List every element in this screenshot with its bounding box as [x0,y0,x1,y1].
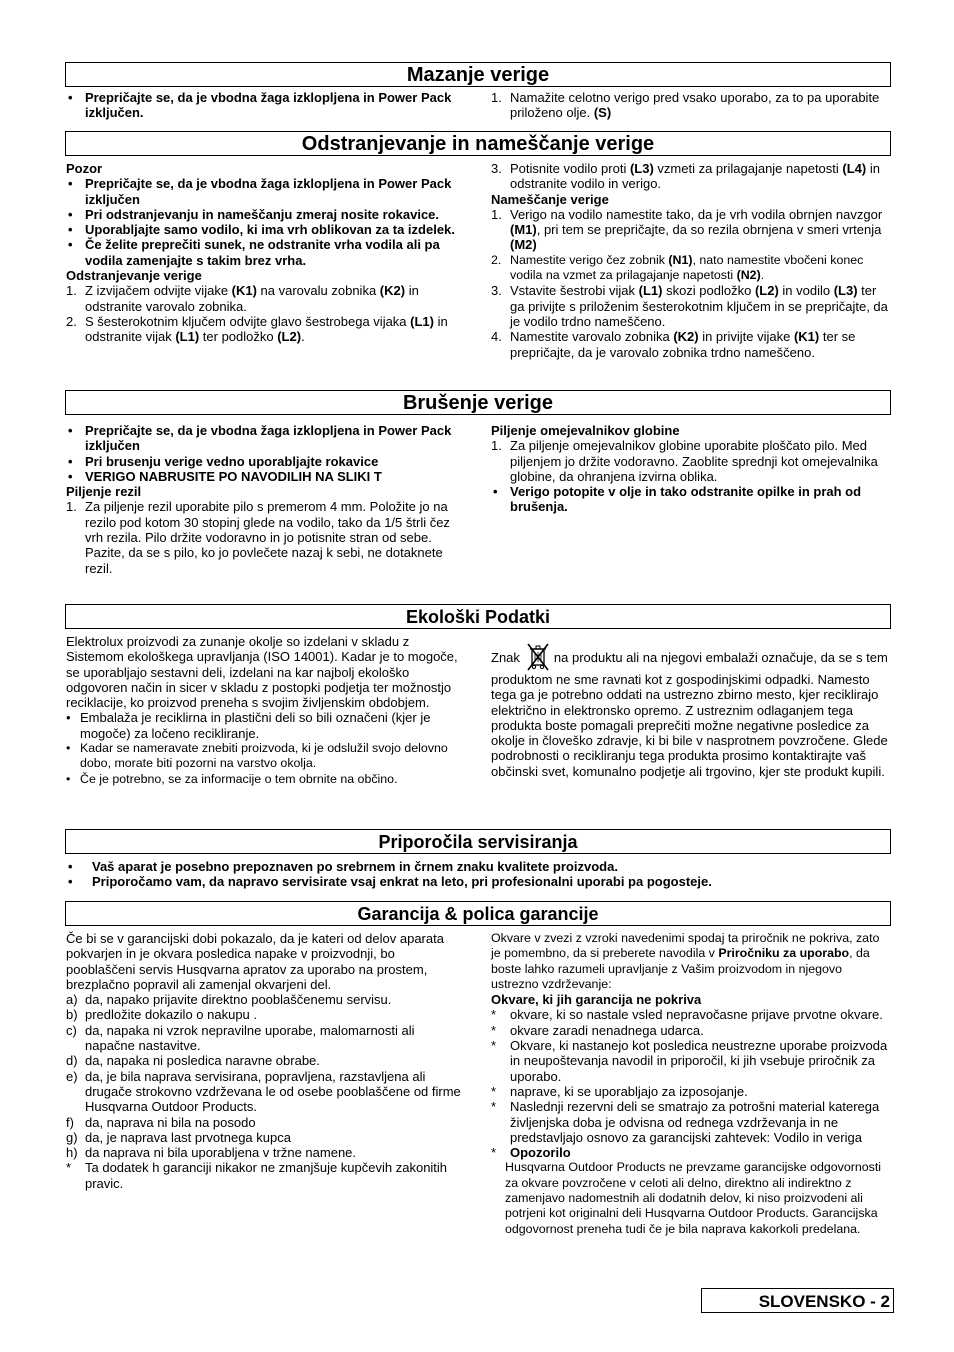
list-item: da naprava ni bila uporabljena v tržne namene. [85,1145,357,1161]
bullet-text: Če je potrebno, se za informacije o tem obrnite na občino. [80,771,398,786]
sharpening-left: • Prepričajte se, da je vbodna žaga izklopljena in Power Pack izključen • Pri brusenju verige vedno uporabljajte rokavice • VERIGO NABRUSITE PO NAVODILIH NA SLIKI T Piljenje rezil 1. Za piljenje rezil uporabite pilo s premerom 4 mm. Položite jo na rezilo pod kotom 30 stopinj glede na vodilo, tako da 1/5 štrli čez vrh rezila. Pilo držite vodoravno in jo potisnite stran od sebe. Pazite, da se s pilo, ko jo povlečete nazaj k sebi, ne dotaknete rezil. [66,423,466,576]
warning-text: Uporabljajte samo vodilo, ki ima vrh oblikovan za ta izdelek. [85,222,455,238]
list-item: da, je naprava last prvotnega kupca [85,1129,291,1145]
section-title-ecology: Ekološki Podatki [65,604,891,629]
list-item: 3. Vstavite šestrobi vijak (L1) skozi podložko (L2) in vodilo (L3) ter ga privijte s priloženim šesterokotnim ključem in se prepričajte, da je vodilo trdno nameščeno. [491,283,888,329]
list-item: predložite dokazilo o nakupu . [85,1007,258,1023]
ecology-right: Znak na produktu ali na njegovi embalaži označuje, da se s tem produktom ne sme ravnati kot z gospodinjskimi odpadki. Namesto tega ga je potrebno oddati na ustrezno zbirno mesto, kjer reciklirajo električno in elektronsko opremo. Z ustreznim odlaganjem tega produkta boste pomagali preprečiti možne negativne posledice za okolje in človeško zdravje, ki bi bile v nasprotnem povzročene. Glede podrobnosti o recikliranju tega produkta prosimo kontaktirajte vaš občinski svet, komunalno podjetje ali trgovino, kjer ste produkt kupili. [491,634,891,779]
list-item: 3. Potisnite vodilo proti (L3) vzmeti za prilagajanje napetosti (L4) in odstranite vodilo in verigo. [491,161,880,192]
mount-heading: Nameščanje verige [491,191,609,207]
file-text: Za piljenje rezil uporabite pilo s premerom 4 mm. Položite jo na rezilo pod kotom 30 stopinj glede na vodilo, tako da 1/5 štrli čez vrh rezila. Pilo držite vodoravno in jo potisnite stran od sebe. Pazite, da se s pilo, ko jo povlečete nazaj k sebi, ne dotaknete rezil. [85,499,450,576]
list-item: Naslednji rezervni deli se smatrajo za potrošni material katerega življenjska doba je odvisna od rednega vzdrževanja in ne predstavljajo osnovo za garancijski zahtevek: Vodilo in veriga [510,1099,880,1145]
warranty-left: Če bi se v garancijski dobi pokazalo, da je kateri od delov aparata pokvarjen in je okvara posledica napake v proizvodnji, bo pooblaščeni servis Husqvarna apratov za uporabo na prostem, brezplačno popravil ali zamenjal okvarjeni del. a) da, napako prijavite direktno pooblaščenemu servisu. b) predložite dokazilo o nakupu . c) da, napaka ni vzrok nepravilne uporabe, malomarnosti ali napačne nastavitve. d) da, napaka ni posledica naravne obrabe. e) da, je bila naprava servisirana, popravljena, razstavljena ali drugače strokovno vzdrževana le od osebe pooblaščene od firme Husqvarna Outdoor Products. f) da, naprava ni bila na posodo g) da, je naprava last prvotnega kupca h) da naprava ni bila uporabljena v tržne namene. * Ta dodatek h garanciji nikakor ne zmanjšuje kupčevih zakonitih pravic. [66,931,466,1191]
warning-heading: Opozorilo [510,1145,571,1161]
weee-text: na produktu ali na njegovi embalaži označuje, da se s tem produktom ne sme ravnati kot z gospodinjskimi odpadki. Namesto tega ga je potrebno oddati na ustrezno zbirno mesto, kjer reciklirajo električno in elektronsko opremo. Z ustreznim odlaganjem tega produkta boste pomagali preprečiti možne negativne posledice za okolje in človeško zdravje, ki bi bile v nasprotnem povzročene. Glede podrobnosti o recikliranju tega produkta prosimo kontaktirajte vaš občinski svet, komunalno podjetje ali trgovino, kjer ste produkt kupili. [491,650,888,779]
bullet-text: Embalaža je reciklirna in plastični deli so bili označeni (kjer je mogoče) za ločeno recikliranje. [80,710,431,741]
list-item: da, je bila naprava servisirana, popravljena, razstavljena ali drugače strokovno vzdrževana le od osebe pooblaščene od firme Husqvarna Outdoor Products. [85,1068,461,1115]
list-item: okvare, ki so nastale vsled nepravočasne prijave prvotne okvare. [510,1007,883,1023]
sharpening-right: Piljenje omejevalnikov globine 1. Za piljenje omejevalnikov globine uporabite ploščato pilo. Med piljenjem jo držite vodoravno. Zaoblite sprednji kot omejevalnika globine, da ohranjena izvirna oblika. • Verigo potopite v olje in tako odstranite opilke in prah od brušenja. [491,423,891,515]
depth-text: Za piljenje omejevalnikov globine uporabite ploščato pilo. Med piljenjem jo držite vodoravno. Zaoblite sprednji kot omejevalnika globine, da ohranjena izvirna oblika. [510,438,878,484]
list-item: naprave, ki se uporabljajo za izposojanje. [510,1083,748,1099]
list-item: 2. S šesterokotnim ključem odvijte glavo šestrobega vijaka (L1) in odstranite vijak (L1) ter podložko (L2). [66,313,448,345]
page-footer: SLOVENSKO - 2 [701,1288,894,1313]
list-item: 2. Namestite verigo čez zobnik (N1), nato namestite vbočeni konec vodila na vzmet za prilagajanje napetosti (N2). [491,252,864,283]
file-heading: Piljenje rezil [66,484,142,500]
bullet-text: Priporočamo vam, da napravo servisirate vsaj enkrat na leto, pri profesionalni uporabi pa pogosteje. [92,874,712,890]
bullet-text: Kadar se nameravate znebiti proizvoda, ki je odslužil svojo delovno dobo, morate biti pozorni na varstvo okolja. [80,741,448,771]
warranty-right: Okvare v zvezi z vzroki navedenimi spodaj ta priročnik ne pokriva, zato je pomembno, da si preberete navodila v Priročniku za uporabo, da boste lahko razumeli upravljanje z Vašim proizvodom in njegovo ustrezno vzdrževanje: Okvare, ki jih garancija ne pokriva * okvare, ki so nastale vsled nepravočasne prijave prvotne okvare. * okvare zaradi nenadnega udarca. * Okvare, ki nastanejo kot posledica neustrezne uporabe proizvoda in neupoštevanja navodil in priporočil, ki jih vsebuje priročnik za uporabo. * naprave, ki se uporabljajo za izposojanje. * Naslednji rezervni deli se smatrajo za potrošni material katerega življenjska doba je odvisna od rednega vzdrževanja in ne predstavljajo osnovo za garancijski zahtevek: Vodilo in veriga * Opozorilo Husqvarna Outdoor Products ne prevzame garancijske odgovornosti za okvare povzročene v celoti ali delno, direktno ali indirektno z zamenjavo nadomestnih ali dodatnih delov, ki niso proizvodeni ali potrjeni kot originalni deli Husqvarna Outdoor Products. Garancijska odgovornost preneha tudi če je bila naprava kakorkoli predelana. [491,931,891,1237]
section-title-chain-removal: Odstranjevanje in nameščanje verige [65,131,891,156]
warning-text: Če želite preprečiti sunek, ne odstranite vrha vodila ali pa vodila zamenjajte s takim brez vrha. [85,237,440,268]
section-title-sharpening: Brušenje verige [65,390,891,415]
section-title-service: Priporočila servisiranja [65,829,891,854]
list-item: 1. Verigo na vodilo namestite tako, da je vrh vodila obrnjen navzgor (M1), pri tem se prepričajte, da so rezila obrnjena v smeri vrtenja (M2) [491,206,883,253]
warning-text: Prepričajte se, da je vbodna žaga izklopljena in Power Pack izključen. [85,90,452,121]
warranty-intro: Če bi se v garancijski dobi pokazalo, da je kateri od delov aparata pokvarjen in je okvara posledica napake v proizvodnji, bo pooblaščeni servis Husqvarna apratov za uporabo na prostem, brezplačno popravil ali zamenjal okvarjeni del. [66,931,444,992]
crossed-bin-icon [526,642,550,672]
not-covered-heading: Okvare, ki jih garancija ne pokriva [491,992,702,1008]
warning-text: VERIGO NABRUSITE PO NAVODILIH NA SLIKI T [85,468,382,484]
list-item: da, napako prijavite direktno pooblaščenemu servisu. [85,992,392,1008]
list-item: okvare zaradi nenadnega udarca. [510,1022,704,1038]
warning-text: Pri brusenju verige vedno uporabljajte rokavice [85,453,379,469]
service-list: • Vaš aparat je posebno prepoznaven po srebrnem in črnem znaku kvalitete proizvoda. • Priporočamo vam, da napravo servisirate vsaj enkrat na leto, pri profesionalni uporabi pa pogosteje. [68,859,712,890]
remove-heading: Odstranjevanje verige [66,268,202,284]
chain-removal-left: Pozor • Prepričajte se, da je vbodna žaga izklopljena in Power Pack izključen • Pri odstranjevanju in nameščanju zmeraj nosite rokavice. • Uporabljajte samo vodilo, ki ima vrh oblikovan za ta izdelek. • Če želite preprečiti sunek, ne odstranite vrha vodila ali pa vodila zamenjajte s takim brez vrha. Odstranjevanje verige 1. Z izvijačem odvijte vijake (K1) na varovalu zobnika (K2) in odstranite varovalo zobnika. 2. S šesterokotnim ključem odvijte glavo šestrobega vijaka (L1) in odstranite vijak (L1) ter podložko (L2). [66,161,466,345]
bullet-text: Vaš aparat je posebno prepoznaven po srebrnem in črnem znaku kvalitete proizvoda. [92,859,618,874]
depth-heading: Piljenje omejevalnikov globine [491,423,680,438]
list-item: da, napaka ni posledica naravne obrabe. [85,1053,320,1069]
ecology-intro: Elektrolux proizvodi za zunanje okolje so izdelani v skladu z Sistemom ekološkega upravljanja (ISO 14001). Kadar je to mogoče, se uporabljajo sestavni deli, izdelani na kar najbolj ekološko odgovoren način in sicer v skladu z postopki podjetja ter možnostjo reciklacije, ko proizvod preneha s svojim življenskim obdobjem. [66,634,458,711]
warning-text: Husqvarna Outdoor Products ne prevzame garancijske odgovornosti za okvare povzročene v celoti ali delno, direktno ali indirektno z zamenjavo nadomestnih ali dodatnih delov, ki niso proizvodeni ali potrjeni kot originalni deli Husqvarna Outdoor Products. Garancijska odgovornost preneha tudi če je bila naprava kakorkoli predelana. [505,1160,882,1236]
warning-text: Pri odstranjevanju in nameščanju zmeraj nosite rokavice. [85,206,440,222]
lubrication-left: • Prepričajte se, da je vbodna žaga izklopljena in Power Pack izključen. [68,90,452,121]
list-item: Okvare, ki nastanejo kot posledica neustrezne uporabe proizvoda in neupoštevanja navodil in priporočil, ki jih vsebuje priročnik za uporabo. [510,1038,888,1084]
list-item: da, napaka ni vzrok nepravilne uporabe, malomarnosti ali napačne nastavitve. [85,1022,415,1054]
list-item: Ta dodatek h garanciji nikakor ne zmanjšuje kupčevih zakonitih pravic. [85,1160,448,1191]
lubrication-right: 1. Namažite celotno verigo pred vsako uporabo, za to pa uporabite priloženo olje. (S) [491,90,880,121]
list-item: da, naprava ni bila na posodo [85,1114,256,1130]
caution-heading: Pozor [66,161,103,176]
warranty-right-intro: Okvare v zvezi z vzroki navedenimi spodaj ta priročnik ne pokriva, zato je pomembno, da si preberete navodila v Priročniku za uporabo, da boste lahko razumeli upravljanje z Vašim proizvodom in njegovo ustrezno vzdrževanje: [491,931,880,991]
section-title-lubrication: Mazanje verige [65,62,891,87]
warning-text: Prepričajte se, da je vbodna žaga izklopljena in Power Pack izključen [85,423,452,454]
warning-text: Prepričajte se, da je vbodna žaga izklopljena in Power Pack izključen [85,176,452,207]
section-title-warranty: Garancija & polica garancije [65,901,891,926]
chain-removal-right [491,161,891,360]
list-item: 4. Namestite varovalo zobnika (K2) in privijte vijake (K1) ter se prepričajte, da je varovalo zobnika trdno nameščeno. [491,329,856,360]
ecology-left: Elektrolux proizvodi za zunanje okolje so izdelani v skladu z Sistemom ekološkega upravljanja (ISO 14001). Kadar je to mogoče, se uporabljajo sestavni deli, izdelani na kar najbolj ekološko odgovoren način in sicer v skladu z postopki podjetja ter možnostjo reciklacije, ko proizvod preneha s svojim življenskim obdobjem. • Embalaža je reciklirna in plastični deli so bili označeni (kjer je mogoče) za ločeno recikliranje. • Kadar se nameravate znebiti proizvoda, ki je odslužil svojo delovno dobo, morate biti pozorni na varstvo okolja. • Če je potrebno, se za informacije o tem obrnite na občino. [66,634,466,787]
list-item: 1. Z izvijačem odvijte vijake (K1) na varovalu zobnika (K2) in odstranite varovalo zobnika. [66,283,419,314]
warning-text: Verigo potopite v olje in tako odstranite opilke in prah od brušenja. [510,484,862,515]
